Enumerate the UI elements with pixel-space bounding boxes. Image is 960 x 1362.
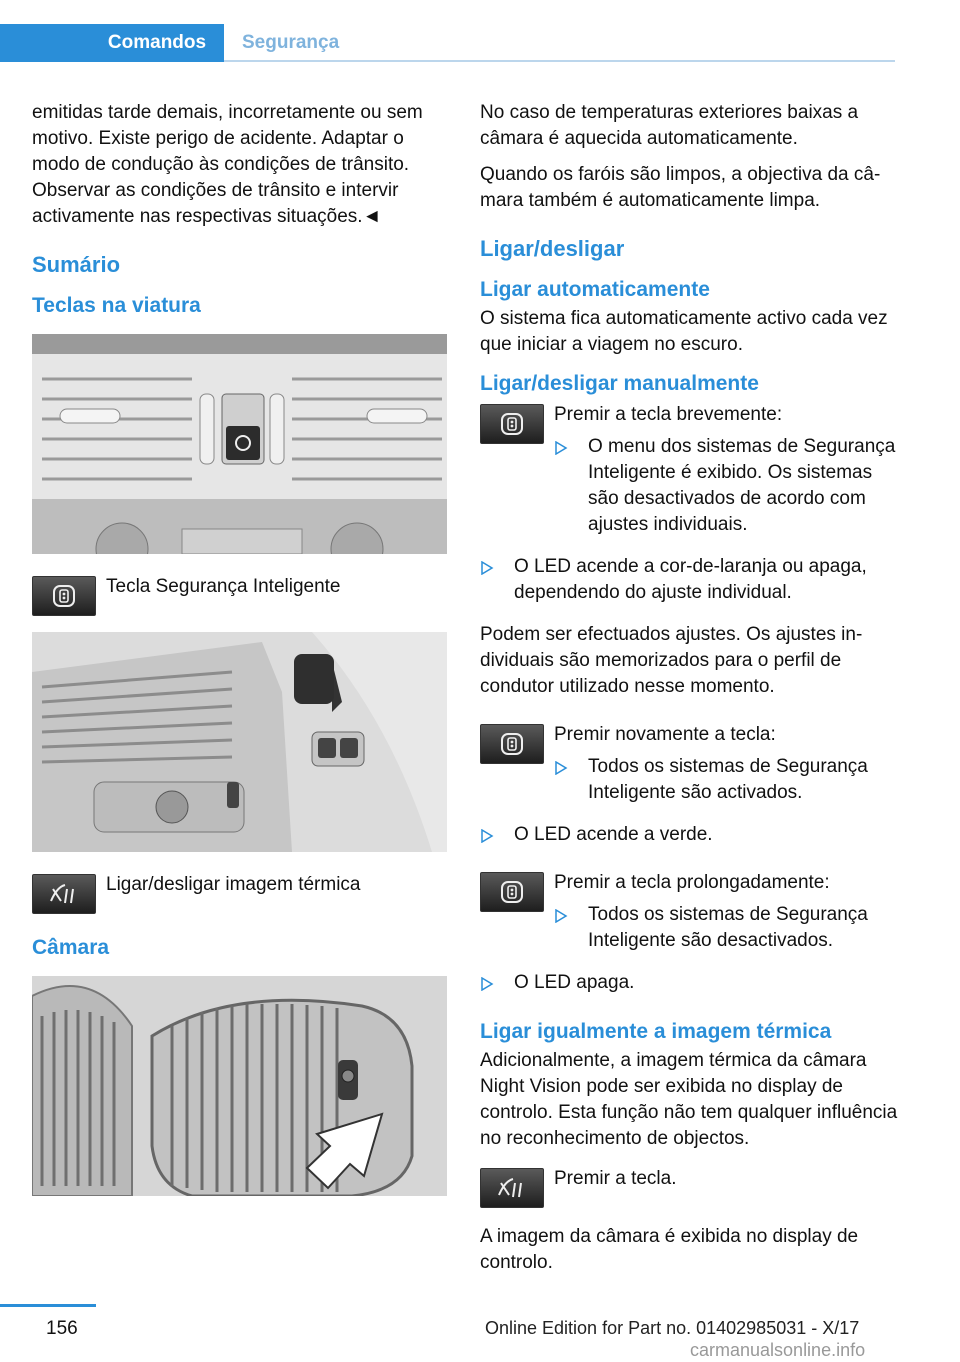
bullet-triangle-icon	[554, 761, 568, 775]
auto-text: O sistema fica automaticamente activo cada vez que iniciar a viagem no escuro.	[480, 308, 888, 355]
intelligent-safety-key-icon	[480, 724, 544, 764]
bullet-triangle-icon	[480, 829, 494, 843]
key-row-long	[480, 870, 898, 962]
heading-teclas: Teclas na viatura	[32, 294, 201, 317]
key-text-again: Premir novamente a tecla:	[554, 724, 776, 745]
bullet-triangle-icon	[480, 561, 494, 575]
key-label-thermal: Ligar/desligar imagem térmica	[106, 874, 361, 895]
list-item: Todos os sistemas de Segurança Inteligente são activados.	[554, 754, 898, 814]
heading-termica: Ligar igualmente a imagem térmica	[480, 1020, 832, 1043]
tab-seguranca[interactable]: Segurança	[224, 24, 895, 62]
heading-manual: Ligar/desligar manualmente	[480, 372, 759, 395]
ajustes-text: Podem ser efectuados ajustes. Os ajustes individuais são memorizados para o perfil de condutor utilizado nesse momento.	[480, 624, 863, 697]
camera-cleaned-text: Quando os faróis são limpos, a objectiva da câmara também é automaticamente limpa.	[480, 164, 881, 211]
long-bullets	[554, 902, 898, 962]
footer-accent-line	[0, 1304, 96, 1307]
online-edition-text: Online Edition for Part no. 01402985031 - X/17	[485, 1318, 860, 1338]
intelligent-safety-key-icon	[32, 576, 96, 616]
key-label-safety: Tecla Segurança Inteligente	[106, 576, 341, 597]
led-bullets-2	[480, 822, 898, 856]
key-row-thermal	[32, 872, 452, 912]
list-item: O LED acende a cor-de-laranja ou apaga, dependendo do ajuste individual.	[480, 554, 898, 614]
tab-comandos[interactable]: Comandos	[0, 24, 224, 62]
left-column	[32, 100, 452, 1216]
bullet-triangle-icon	[554, 441, 568, 455]
key-text-brief: Premir a tecla brevemente:	[554, 404, 783, 425]
heading-camara: Câmara	[32, 936, 110, 959]
bullet-triangle-icon	[554, 909, 568, 923]
key-row-again	[480, 722, 898, 814]
list-item: O LED apaga.	[480, 970, 898, 1004]
dashboard-key-photo	[32, 334, 447, 554]
list-item: Todos os sistemas de Segurança Inteligente são desactivados.	[554, 902, 898, 962]
key-row-safety	[32, 574, 452, 614]
tab-underline	[224, 60, 895, 62]
camera-grille-photo	[32, 976, 447, 1196]
thermal-image-key-icon	[480, 1168, 544, 1208]
again-bullets	[554, 754, 898, 814]
led-bullets-1	[480, 554, 898, 614]
thermal-image-key-icon	[32, 874, 96, 914]
termica-text: Adicionalmente, a imagem térmica da câmara Night Vision pode ser exibida no display de controlo. Esta função não tem qualquer influência no reconhecimento de objectos.	[480, 1050, 898, 1149]
heading-ligar-auto: Ligar automaticamente	[480, 278, 710, 301]
header-tabs	[0, 24, 895, 62]
key-row-brief	[480, 402, 898, 546]
final-text: A imagem da câmara é exibida no display de controlo.	[480, 1226, 859, 1273]
warning-text-end: emitidas tarde demais, incorretamente ou sem motivo. Existe perigo de acidente. Adaptar o modo de condução às condições de trânsito. Observar as condições de trânsito e intervir activamente nas respectivas situações.◄	[32, 102, 423, 227]
key-row-thermal-right	[480, 1166, 898, 1206]
heading-ligar-desligar: Ligar/desligar	[480, 236, 625, 261]
page-number: 156	[46, 1318, 78, 1339]
watermark: carmanualsonline.info	[690, 1340, 866, 1360]
key-text-press: Premir a tecla.	[554, 1168, 677, 1189]
light-panel-photo	[32, 632, 447, 852]
key-text-long: Premir a tecla prolongadamente:	[554, 872, 830, 893]
list-item: O menu dos sistemas de Segurança Inteligente é exibido. Os sistemas são desactivados de acordo com ajustes individuais.	[554, 434, 898, 546]
camera-heated-text: No caso de temperaturas exteriores baixas a câmara é aquecida automaticamente.	[480, 102, 859, 149]
heading-sumario: Sumário	[32, 252, 121, 277]
intelligent-safety-key-icon	[480, 404, 544, 444]
right-column	[480, 100, 898, 1286]
led-bullets-3	[480, 970, 898, 1004]
list-item: O LED acende a verde.	[480, 822, 898, 856]
brief-bullets	[554, 434, 898, 546]
bullet-triangle-icon	[480, 977, 494, 991]
intelligent-safety-key-icon	[480, 872, 544, 912]
